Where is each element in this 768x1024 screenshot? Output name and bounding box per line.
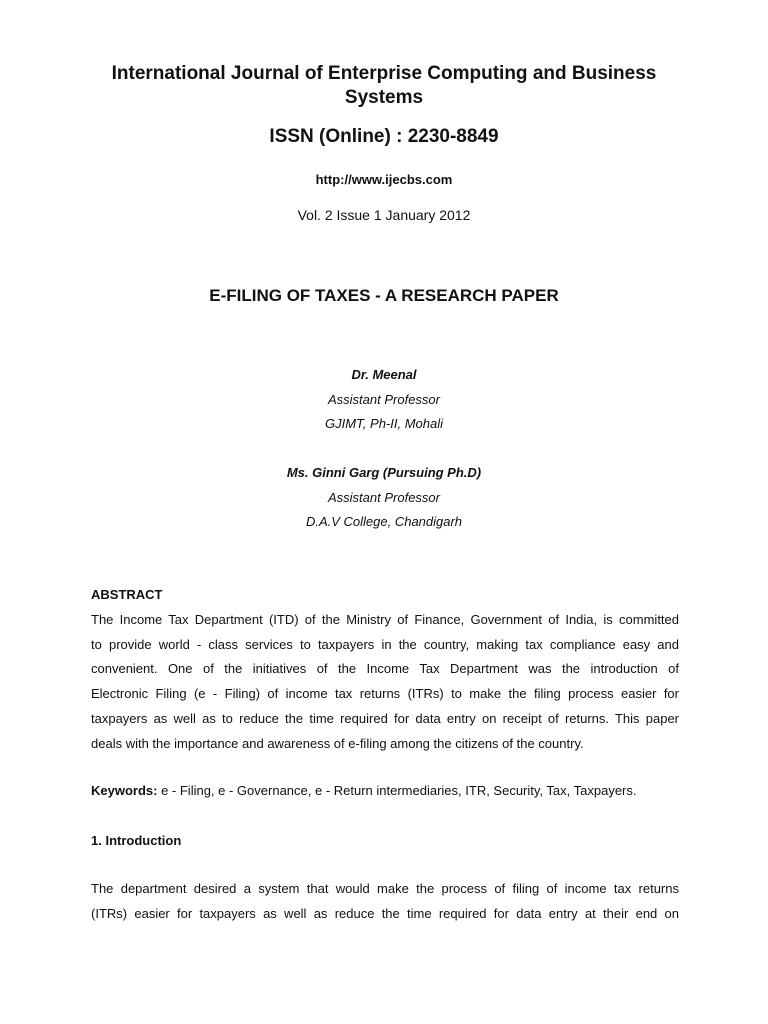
abstract-body	[91, 608, 679, 756]
author-1-name: Dr. Meenal	[351, 367, 417, 382]
abstract-line: convenient. One of the initiatives of the Income Tax Department was the introduction of	[91, 661, 679, 677]
abstract-line: The Income Tax Department (ITD) of the Ministry of Finance, Government of India, is committed	[91, 612, 679, 627]
abstract-line: Electronic Filing (e - Filing) of income tax returns (ITRs) to make the filing process easier for	[91, 686, 679, 702]
journal-issn: ISSN (Online) : 2230-8849	[269, 126, 499, 147]
author-2-name: Ms. Ginni Garg (Pursuing Ph.D)	[286, 465, 482, 480]
keywords-line	[91, 779, 679, 804]
author-1-affiliation: GJIMT, Ph-II, Mohali	[325, 416, 443, 431]
introduction-line: (ITRs) easier for taxpayers as well as reduce the time required for data entry at their end on	[91, 905, 679, 921]
paper-title: E-FILING OF TAXES - A RESEARCH PAPER	[209, 286, 559, 305]
journal-url[interactable]: http://www.ijecbs.com	[315, 172, 453, 187]
keywords-text: e - Filing, e - Governance, e - Return intermediaries, ITR, Security, Tax, Taxpayers.	[157, 783, 637, 798]
journal-volume: Vol. 2 Issue 1 January 2012	[297, 207, 471, 223]
introduction-line: The department desired a system that would make the process of filing of income tax returns	[91, 881, 679, 896]
journal-title: International Journal of Enterprise Computing and Business Systems	[111, 63, 657, 108]
introduction-heading: 1. Introduction	[91, 833, 182, 848]
author-2-position: Assistant Professor	[328, 490, 440, 505]
abstract-line: taxpayers as well as to reduce the time required for data entry on receipt of returns. This paper	[91, 710, 679, 726]
author-1-position: Assistant Professor	[328, 392, 440, 407]
abstract-line: to provide world - class services to taxpayers in the country, making tax compliance easy and	[91, 636, 679, 652]
author-2-affiliation: D.A.V College, Chandigarh	[305, 514, 463, 529]
introduction-body	[91, 877, 679, 926]
keywords-label: Keywords:	[91, 783, 158, 798]
abstract-line: deals with the importance and awareness of e-filing among the citizens of the country.	[91, 735, 584, 751]
abstract-heading: ABSTRACT	[91, 587, 163, 602]
